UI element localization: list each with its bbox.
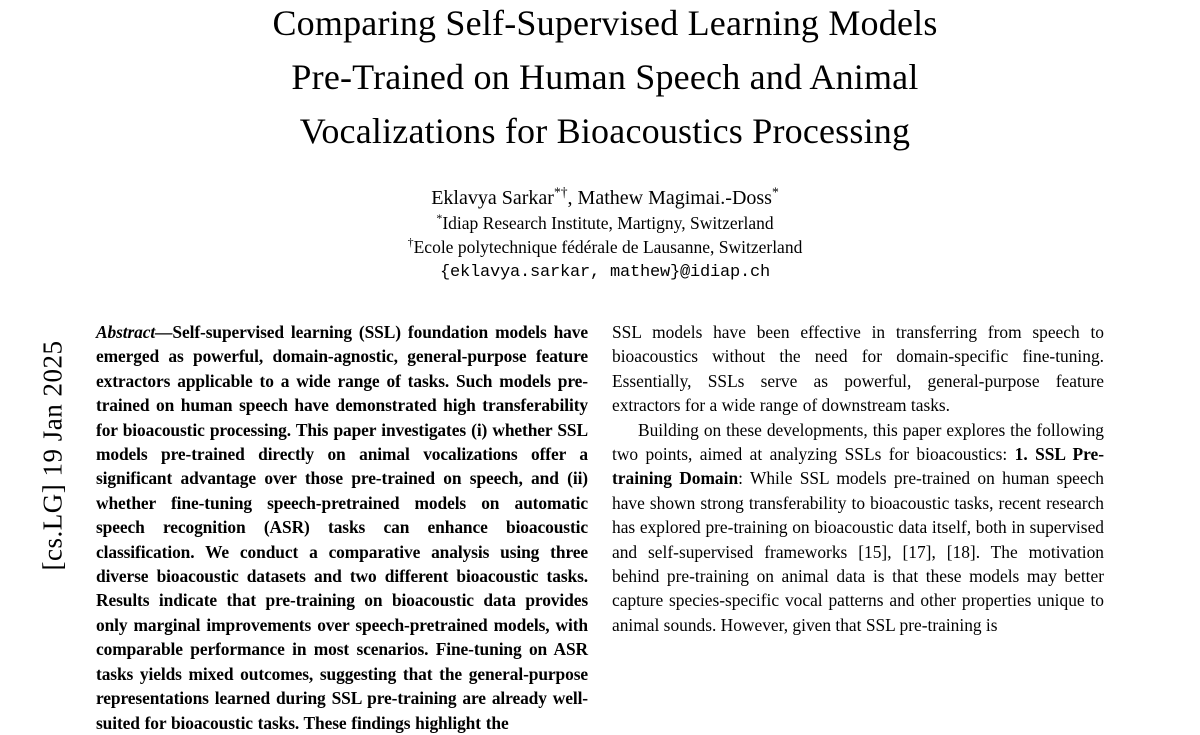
title-line-3: Vocalizations for Bioacoustics Processing — [299, 111, 911, 151]
title-line-1: Comparing Self-Supervised Learning Models — [272, 3, 938, 43]
column-left — [96, 320, 588, 735]
affiliation-1-mark: * — [436, 211, 443, 226]
abstract-paragraph — [96, 320, 588, 735]
affiliation-1-text: Idiap Research Institute, Martigny, Switzerland — [442, 213, 774, 233]
body-paragraph-2-rest: : While SSL models pre-trained on human speech have shown strong transferability to bioacoustic tasks, recent research has explored pre-training on bioacoustic data itself, both in supervised and self-supervised frameworks [15], [17], [18]. The motivation behind pre-training on animal data is that these models may better capture species-specific vocal patterns and other properties unique to animal sounds. However, given that SSL pre-training is — [612, 468, 1104, 635]
title-line-2: Pre-Trained on Human Speech and Animal — [291, 57, 919, 97]
abstract-text: Self-supervised learning (SSL) foundation models have emerged as powerful, domain-agnostic, general-purpose feature extractors applicable to a wide range of tasks. Such models pre-trained on human speech have demonstrated high transferability for bioacoustic processing. This paper investigates (i) whether SSL models pre-trained directly on animal vocalizations offer a significant advantage over those pre-trained on speech, and (ii) whether fine-tuning speech-pretrained models on automatic speech recognition (ASR) tasks can enhance bioacoustic classification. We conduct a comparative analysis using three diverse bioacoustic datasets and two different bioacoustic tasks. Results indicate that pre-training on bioacoustic data provides only marginal improvements over speech-pretrained models, with comparable performance in most scenarios. Fine-tuning on ASR tasks yields mixed outcomes, suggesting that the general-purpose representations learned during SSL pre-training are already well-suited for bioacoustic tasks. These findings highlight the — [96, 322, 588, 733]
arxiv-identifier-stamp: [cs.LG] 19 Jan 2025 — [37, 340, 68, 571]
affiliation-1 — [100, 211, 1110, 235]
author-name-1: Eklavya Sarkar — [431, 187, 554, 209]
body-paragraph-1: SSL models have been effective in transferring from speech to bioacoustics without the need for domain-specific fine-tuning. Essentially, SSLs serve as powerful, general-purpose feature extractors for a wide range of downstream tasks. — [612, 322, 1104, 416]
affiliation-2-text: Ecole polytechnique fédérale de Lausanne, Switzerland — [413, 237, 803, 257]
author-names — [100, 185, 1110, 211]
ssl-pretraining-domain-heading: 1. SSL Pre-training Domain — [612, 444, 1104, 489]
author-1-marks: *† — [553, 184, 568, 200]
author-block — [100, 185, 1110, 286]
affiliation-2 — [100, 235, 1110, 259]
abstract-dash: — — [155, 322, 173, 342]
body-paragraph-2 — [612, 418, 1104, 638]
abstract-label: Abstract — [96, 322, 156, 342]
affiliation-2-mark: † — [407, 235, 414, 250]
column-right — [612, 320, 1104, 637]
author-name-2: , Mathew Magimai.-Doss — [567, 187, 772, 209]
page-title — [100, 0, 1110, 158]
author-email: {eklavya.sarkar, mathew}@idiap.ch — [439, 263, 771, 282]
body-paragraph-2-intro: Building on these developments, this paper explores the following two points, aimed at analyzing SSLs for bioacoustics: — [612, 419, 1104, 465]
author-2-marks: * — [771, 184, 779, 200]
